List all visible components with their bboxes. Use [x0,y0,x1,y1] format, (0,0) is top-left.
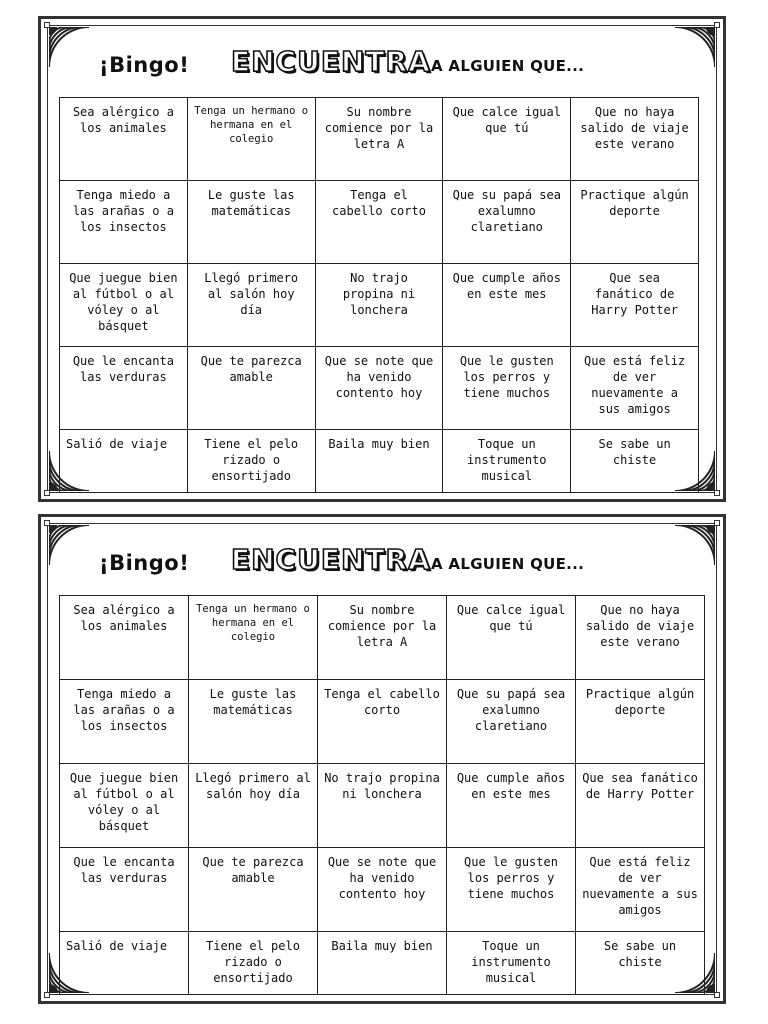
grid-row [60,680,705,764]
grid-cell: Que sea fanático de Harry Potter [576,764,705,848]
grid-row [60,596,705,680]
grid-cell: Que le gusten los perros y tiene muchos [447,848,576,932]
grid-cell: Tiene el pelo rizado o ensortijado [187,430,315,493]
card-header [41,41,723,89]
grid-row [60,98,699,181]
grid-cell: Salió de viaje [60,932,189,995]
grid-cell: Que te parezca amable [189,848,318,932]
grid-cell: Sea alérgico a los animales [60,98,188,181]
bingo-card-2 [38,514,726,1004]
grid-cell: Que cumple años en este mes [447,764,576,848]
grid-cell: Tenga miedo a las arañas o a los insectos [60,680,189,764]
bingo-grid [59,97,699,493]
grid-cell: Que sea fanático de Harry Potter [571,264,699,347]
grid-cell: Que se note que ha venido contento hoy [315,347,443,430]
grid-cell: Que te parezca amable [187,347,315,430]
grid-row [60,764,705,848]
grid-cell: Le guste las matemáticas [187,181,315,264]
grid-cell: Practique algún deporte [576,680,705,764]
grid-cell: Baila muy bien [318,932,447,995]
grid-cell: Que juegue bien al fútbol o al vóley o al básquet [60,264,188,347]
grid-cell: Le guste las matemáticas [189,680,318,764]
grid-cell: Practique algún deporte [571,181,699,264]
grid-cell: Que está feliz de ver nuevamente a sus amigos [571,347,699,430]
grid-cell: Que se note que ha venido contento hoy [318,848,447,932]
grid-cell: Tenga el cabello corto [318,680,447,764]
grid-cell: No trajo propina ni lonchera [315,264,443,347]
bingo-grid [59,595,705,995]
bingo-label: ¡Bingo! [99,53,190,77]
grid-cell: Tenga un hermano o hermana en el colegio [187,98,315,181]
grid-cell: Que su papá sea exalumno claretiano [443,181,571,264]
grid-cell: Toque un instrumento musical [447,932,576,995]
grid-cell: Que le encanta las verduras [60,848,189,932]
grid-cell: Que cumple años en este mes [443,264,571,347]
grid-cell: Se sabe un chiste [576,932,705,995]
grid-cell: Se sabe un chiste [571,430,699,493]
grid-row [60,181,699,264]
grid-cell: Tiene el pelo rizado o ensortijado [189,932,318,995]
grid-cell: No trajo propina ni lonchera [318,764,447,848]
grid-cell: Que calce igual que tú [443,98,571,181]
grid-cell: Tenga el cabello corto [315,181,443,264]
grid-cell: Que le encanta las verduras [60,347,188,430]
grid-row [60,347,699,430]
grid-cell: Toque un instrumento musical [443,430,571,493]
grid-cell: Que su papá sea exalumno claretiano [447,680,576,764]
grid-cell: Su nombre comience por la letra A [315,98,443,181]
grid-cell: Baila muy bien [315,430,443,493]
title-main: ENCUENTRA [231,543,431,576]
grid-cell: Salió de viaje [60,430,188,493]
grid-cell: Llegó primero al salón hoy día [187,264,315,347]
title-sub: A ALGUIEN QUE... [431,555,585,573]
grid-cell: Que le gusten los perros y tiene muchos [443,347,571,430]
grid-row [60,430,699,493]
bingo-label: ¡Bingo! [99,551,190,575]
grid-cell: Su nombre comience por la letra A [318,596,447,680]
grid-cell: Llegó primero al salón hoy día [189,764,318,848]
title-main: ENCUENTRA [231,45,431,78]
grid-cell: Que está feliz de ver nuevamente a sus amigos [576,848,705,932]
title-sub: A ALGUIEN QUE... [431,57,585,75]
grid-row [60,264,699,347]
grid-cell: Tenga miedo a las arañas o a los insectos [60,181,188,264]
grid-row [60,932,705,995]
grid-cell: Que juegue bien al fútbol o al vóley o al básquet [60,764,189,848]
grid-cell: Que no haya salido de viaje este verano [571,98,699,181]
grid-row [60,848,705,932]
grid-cell: Que no haya salido de viaje este verano [576,596,705,680]
bingo-card-1 [38,16,726,502]
grid-cell: Que calce igual que tú [447,596,576,680]
grid-cell: Sea alérgico a los animales [60,596,189,680]
grid-cell: Tenga un hermano o hermana en el colegio [189,596,318,680]
card-header [41,539,723,587]
